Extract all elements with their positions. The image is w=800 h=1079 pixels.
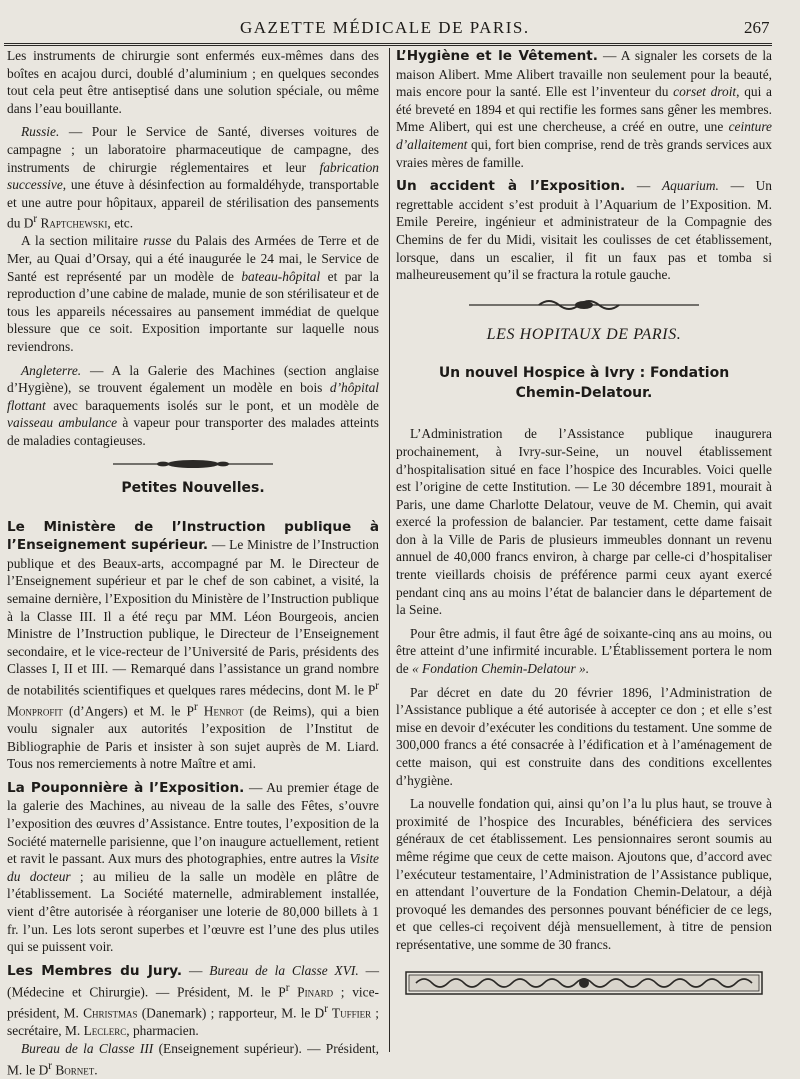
text-run: avec baraquements isolés sur le pont, et un modèle de bbox=[45, 397, 379, 413]
paragraph-admission bbox=[396, 625, 772, 678]
text-run: (Enseignement supérieur). — Président, M. le D bbox=[7, 1041, 379, 1078]
text-run: — A la Galerie des Machines (section anglaise d’Hygiène), se trouvent également un modèle en bois bbox=[7, 362, 379, 396]
text-run: ; secrétaire, M. bbox=[7, 1005, 379, 1039]
page-number: 267 bbox=[744, 18, 770, 37]
italic-run: russe bbox=[143, 233, 172, 249]
text-run: — (Médecine et Chirurgie). — Président, M. le P bbox=[7, 962, 380, 1000]
superscript: r bbox=[285, 982, 290, 995]
paragraph-russie bbox=[7, 123, 379, 232]
paragraph-origine: L’Administration de l’Assistance publique inaugurera prochainement, à Ivry-sur-Seine, un nouvel établissement d’hospitalisation situé en face l’hospice des Incurables. Voici quelle est l’origine de cette Institution. — Le 30 décembre 1891, mourait à Paris, une dame Charlotte Delatour, veuve de M. Chemin, qui avait exercé la profession de balancier. Par testament, cette dame faisait don à la Ville de Paris de plusieurs immeubles donnant un revenu annuel de 40,000 francs environ, à charge par celle-ci d’hospitaliser trente vieillards choisis de préférence parmi ceux ayant exercé pendant cinq ans au moins l’état de balancier dans le département de la Seine. bbox=[396, 426, 772, 618]
person-name: Pinard bbox=[289, 984, 334, 1000]
section-title-petites-nouvelles: Petites Nouvelles. bbox=[121, 479, 265, 496]
paragraph-jury bbox=[7, 962, 379, 1040]
italic-run: bateau-hôpital bbox=[241, 268, 321, 284]
italic-run: « Fondation Chemin-Delatour ». bbox=[412, 661, 590, 677]
italic-run: Bureau de la Classe XVI. bbox=[209, 962, 359, 978]
text-run: , une étuve à désinfection au formaldéhyde, transportable et une autre pour hôpitaux, appareil de stérilisation des pansements du D bbox=[7, 177, 379, 231]
text-run: — bbox=[182, 962, 210, 978]
ornament-divider bbox=[469, 298, 699, 312]
text-run: ; au milieu de la salle un modèle en plâtre de l’établissement. La Société maternelle, admirablement installée, vient d’être autorisée à réorganiser une loterie de 80,000 billets à 1 fr. l’un. Les lots seront superbes et l’œuvre est l’une des plus utiles qui se puissent voir. bbox=[7, 868, 379, 955]
right-column bbox=[396, 47, 772, 998]
superscript: r bbox=[33, 213, 38, 226]
ornament-divider bbox=[113, 458, 273, 470]
text-run: Pour être admis, il faut être âgé de soixante-cinq ans au moins, ou être atteint d’une infirmité incurable. L’Établissement portera le nom de bbox=[396, 625, 772, 677]
paragraph-section-militaire bbox=[7, 232, 379, 355]
person-name: Leclerc bbox=[83, 1023, 127, 1039]
italic-run: Aquarium. bbox=[661, 178, 719, 194]
italic-run: corset droit bbox=[673, 84, 737, 100]
text-run: qui, fort bien comprise, rend de très grands services aux vraies mères de famille. bbox=[396, 136, 772, 170]
running-title: GAZETTE MÉDICALE DE PARIS. bbox=[240, 18, 530, 37]
paragraph-instruments: Les instruments de chirurgie sont enfermés eux-mêmes dans des boîtes en acajou durci, doublé d’aluminium ; en quelques secondes tout cela peut être antiseptisé dans une solution spéciale, ou même dans l’eau bouillante. bbox=[7, 48, 379, 116]
text-run: . bbox=[94, 1062, 98, 1078]
text-run: — Au premier étage de la galerie des Machines, au niveau de la salle des Fêtes, s’ouvre l’exposition des œuvres d’Assistance. Entre toutes, l’exposition de la Société maternelle parisienne, que l’on inaugure actuellement, retient et ravit le passant. Aux murs des photographies, entre autres la bbox=[7, 779, 380, 867]
running-head bbox=[0, 14, 800, 40]
text-run: (de Reims), qui a bien voulu signaler aux autorités l’exposition de l’Institut de Bibliographie de Paris et insister à son sujet auprès de M. Liard. Tous nos remerciements à notre Maître et ami. bbox=[7, 703, 380, 772]
text-run: — bbox=[625, 178, 662, 194]
paragraph-angleterre bbox=[7, 362, 379, 450]
item-heading: L’Hygiène et le Vêtement. bbox=[396, 48, 598, 64]
text-run: A la section militaire bbox=[21, 233, 144, 249]
superscript: r bbox=[194, 700, 198, 713]
text-run: , pharmacien. bbox=[126, 1023, 199, 1039]
person-name: Raptchewski bbox=[37, 215, 108, 231]
item-heading: Un accident à l’Exposition. bbox=[396, 178, 626, 195]
italic-run: vaisseau ambulance bbox=[7, 415, 118, 431]
paragraph-ministere bbox=[7, 518, 379, 773]
text-run: ; vice-président, M. bbox=[7, 984, 379, 1021]
item-heading: Les Membres du Jury. bbox=[7, 962, 183, 979]
angleterre-label: Angleterre. bbox=[21, 362, 82, 378]
italic-run: ceinture d’allaitement bbox=[396, 119, 772, 152]
italic-run: Visite du docteur bbox=[7, 851, 379, 884]
paragraph-pouponniere bbox=[7, 779, 379, 956]
person-name: Monprofit bbox=[7, 703, 63, 719]
header-rule bbox=[4, 43, 772, 46]
superscript: r bbox=[48, 1059, 53, 1072]
item-heading: Le Ministère de l’Instruction publique à l’Enseignement supérieur. bbox=[7, 518, 379, 554]
italic-run: d’hôpital flottant bbox=[7, 380, 379, 413]
column-divider bbox=[389, 48, 390, 1052]
person-name: Christmas bbox=[83, 1005, 138, 1021]
paragraph-decret: Par décret en date du 20 février 1896, l’Administration de l’Assistance publique a été autorisée à accepter ce don ; et elle s’est mise en devoir d’exécuter les conditions du testament. Une somme de 300,000 francs a été consacrée à l’édification et à l’aménagement de cette maison, qui est construite dans des conditions excellentes d’hygiène. bbox=[396, 684, 772, 788]
text-run: du Palais des Armées de Terre et de Mer, au Quai d’Orsay, qui a été inaugurée le 24 mai, le Service de Santé est représenté par un modèle de bbox=[7, 233, 379, 284]
text-run: (d’Angers) et M. le P bbox=[62, 703, 195, 719]
paragraph-accident bbox=[396, 177, 772, 284]
paragraph-jury-classe-iii bbox=[7, 1040, 379, 1079]
paragraph-fondation: La nouvelle fondation qui, ainsi qu’on l’a lu plus haut, se trouve à proximité de l’hospice des Incurables, bénéficiera des services généraux de cet établissement. Les pensionnaires seront soumis au même régime que ceux de cette maison. Ajoutons que, d’accord avec l’exécuteur testamentaire, l’Administration de l’Assistance publique, en attendant l’ouverture de la Fondation Chemin-Delatour, a déjà provoqué les demandes des personnes pouvant bénéficier de ce legs, et que celles-ci reçoivent déjà mensuellement, à titre de pension représentative, une somme de 30 francs. bbox=[396, 796, 772, 952]
russie-label: Russie. bbox=[21, 124, 60, 140]
superscript: r bbox=[324, 1003, 328, 1016]
text-run: — Pour le Service de Santé, diverses voitures de campagne ; un laboratoire pharmaceutique de campagne, des instruments de chirurgie réglementaires et leur bbox=[7, 124, 379, 175]
person-name: Bornet bbox=[52, 1062, 95, 1078]
text-run: , qui a été breveté en 1894 et qui rectifie les formes sans gêner les membres. Mme Alibert, qui est une chercheuse, a créé en outre, une bbox=[396, 84, 772, 135]
text-run: — Le Ministre de l’Instruction publique et des Beaux-arts, accompagné par M. le Directeur de l’Enseignement supérieur et par le chef de son cabinet, a visité, la semaine dernière, l’Exposition du Ministère de l’Instruction publique à la Classe III. Il a été reçu par MM. Léon Bourgeois, ancien Ministre de l’Instruction publique, le Directeur de l’Enseignement secondaire, et le vice-recteur de l’Université de Paris, présidents des Classes I, II et III. — Remarqué dans l’assistance un grand nombre de notabilités scientifiques et quelques rares médecins, dont M. le P bbox=[7, 537, 379, 698]
superscript: r bbox=[375, 679, 379, 692]
item-heading: La Pouponnière à l’Exposition. bbox=[7, 779, 245, 796]
ornamental-tailpiece bbox=[396, 968, 772, 998]
italic-run: Bureau de la Classe III bbox=[21, 1041, 154, 1057]
text-run: — A signaler les corsets de la maison Alibert. Mme Alibert travaille non seulement pour la beauté, mais encore pour la santé. Elle est l’inventeur du bbox=[396, 48, 773, 100]
text-run: et par la reproduction d’une cabine de malade, munie de son stérilisateur et de tous les appareils nécessaires au pansement immédiat de quelque blessure que ce soit. Exposition importante sur laquelle nous reviendrons. bbox=[7, 268, 380, 354]
left-column bbox=[7, 47, 379, 1079]
text-run: — Un regrettable accident s’est produit à l’Aquarium de l’Exposition. M. Emile Pereire, ingénieur et administrateur de la Compagnie des Chemins de fer du Midi, visitait les coulisses de cet établissement, lorsque, dans un escalier, il fit un faux pas et tomba si malheureusement qu’il se fractura la rotule gauche. bbox=[396, 178, 773, 283]
person-name: Tuffier bbox=[327, 1005, 372, 1021]
article-title-hospice-ivry: Un nouvel Hospice à Ivry : Fondation Chemin-Delatour. bbox=[438, 365, 730, 402]
section-title-hopitaux: LES HOPITAUX DE PARIS. bbox=[486, 325, 682, 343]
text-run: , etc. bbox=[107, 215, 134, 231]
text-run: à vapeur pour transporter des malades atteints de maladies contagieuses. bbox=[7, 415, 380, 448]
italic-run: fabrication successive bbox=[7, 159, 379, 193]
paragraph-hygiene bbox=[396, 47, 772, 171]
text-run: (Danemark) ; rapporteur, M. le D bbox=[137, 1005, 325, 1021]
person-name: Henrot bbox=[197, 703, 244, 719]
